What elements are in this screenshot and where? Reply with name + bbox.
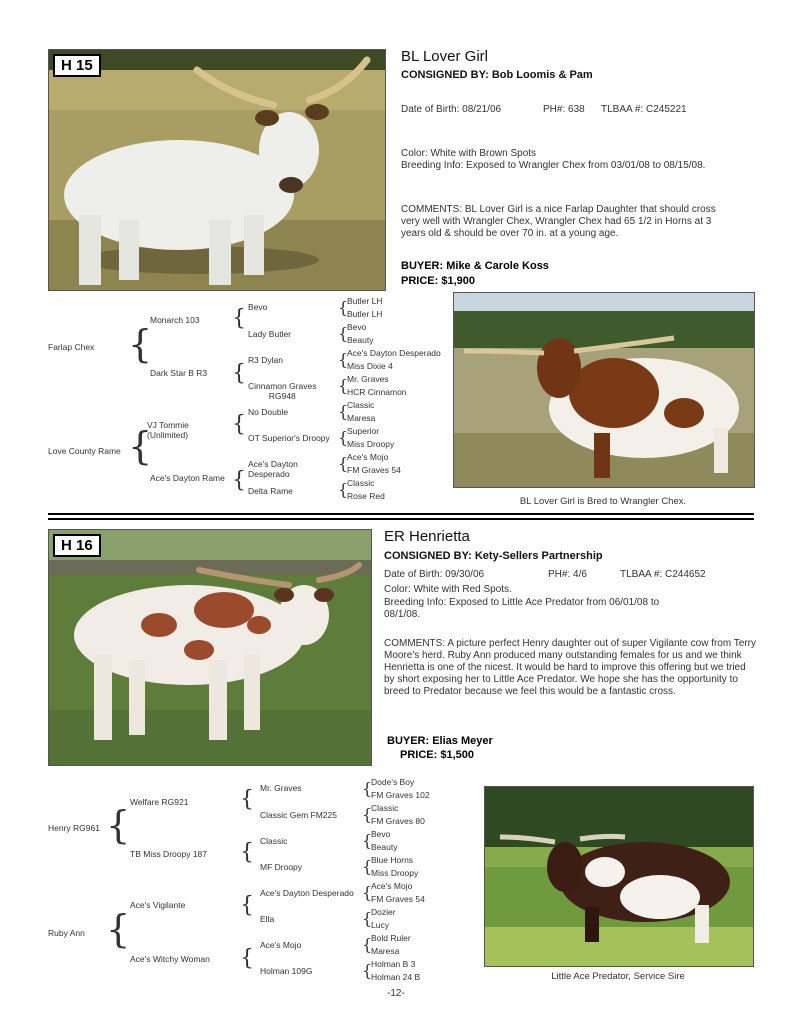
bracket: {	[362, 857, 373, 876]
bracket: {	[240, 840, 254, 865]
pedigree-gen2: Monarch 103	[150, 315, 200, 325]
pedigree-gen4: Ace's Mojo	[371, 881, 413, 891]
pedigree-gen4: Miss Droopy	[371, 868, 419, 878]
pedigree-gen3: Lady Butler	[248, 329, 291, 339]
pedigree-gen4: Maresa	[371, 946, 400, 956]
price: PRICE: $1,500	[400, 749, 474, 761]
pedigree-gen3: R3 Dylan	[248, 355, 283, 365]
pedigree-gen3: Delta Rame	[248, 486, 293, 496]
bracket: {	[362, 831, 373, 850]
pedigree-gen4: Blue Horns	[371, 855, 414, 865]
ph-number: PH#: 4/6	[548, 569, 587, 580]
bracket: {	[338, 428, 349, 447]
date-of-birth: Date of Birth: 09/30/06	[384, 569, 485, 580]
color-info: Color: White with Red Spots.	[384, 584, 512, 595]
bracket: {	[362, 909, 373, 928]
pedigree-gen3: Classic Gem FM225	[260, 810, 337, 820]
breeding-info: Breeding Info: Exposed to Little Ace Predator from 06/01/08 to 08/1/08.	[384, 597, 660, 620]
pedigree-gen4: HCR Cinnamon	[347, 387, 407, 397]
pedigree-gen4: Butler LH	[347, 309, 383, 319]
pedigree-gen2: Ace's Vigilante	[130, 900, 186, 910]
pedigree-gen3: Ace's Dayton Desperado	[248, 459, 298, 479]
pedigree-gen4: Classic	[347, 478, 375, 488]
pedigree-sire: Farlap Chex	[48, 342, 95, 352]
bracket: {	[128, 424, 153, 468]
section-divider	[48, 518, 754, 520]
pedigree-gen4: FM Graves 54	[371, 894, 425, 904]
pedigree-gen3: Holman 109G	[260, 966, 313, 976]
comments: COMMENTS: A picture perfect Henry daughter out of super Vigilante cow from Terry Moore's herd. Ruby Ann produced many outstanding females for us and we think Henrietta is one of the nicest. It would be hard to improve this offering but we tried by short exposing her to Little Ace Predator. We hope she has the opportunity to breed to Predator because we feel this would be a fantastic cross.	[384, 638, 757, 697]
date-of-birth: Date of Birth: 08/21/06	[401, 104, 502, 115]
buyer: BUYER: Mike & Carole Koss	[401, 260, 549, 272]
pedigree-gen2: TB Miss Droopy 187	[130, 849, 207, 859]
pedigree-gen4: Bold Ruler	[371, 933, 411, 943]
bracket: {	[240, 946, 254, 971]
lot-number-badge: H 15	[53, 54, 101, 77]
pedigree-gen4: Beauty	[347, 335, 374, 345]
pedigree-gen3: Ella	[260, 914, 275, 924]
pedigree-gen4: Classic	[347, 400, 375, 410]
bracket: {	[362, 935, 373, 954]
bracket: {	[232, 412, 246, 437]
pedigree-dam: Ruby Ann	[48, 928, 85, 938]
bracket: {	[362, 779, 373, 798]
bracket: {	[128, 322, 153, 366]
pedigree-gen4: Ace's Mojo	[347, 452, 389, 462]
pedigree-gen2: Welfare RG921	[130, 797, 189, 807]
photo-caption: Little Ace Predator, Service Sire	[551, 971, 685, 982]
pedigree-gen4: Butler LH	[347, 296, 383, 306]
consigned-by: CONSIGNED BY: Kety-Sellers Partnership	[384, 550, 603, 562]
bracket: {	[232, 361, 246, 386]
pedigree-gen4: FM Graves 54	[347, 465, 401, 475]
bracket: {	[338, 376, 349, 395]
pedigree-dam: Love County Rame	[48, 446, 121, 456]
pedigree-gen4: Holman 24 B	[371, 972, 421, 982]
comments: COMMENTS: BL Lover Girl is a nice Farlap Daughter that should cross very well with Wrangler Chex, Wrangler Chex had 65 1/2 in Horns at 3 years old & should be over 70 in. at a young age.	[401, 204, 716, 239]
pedigree-gen4: Holman B 3	[371, 959, 416, 969]
bracket: {	[362, 805, 373, 824]
pedigree-gen2: Ace's Witchy Woman	[130, 954, 210, 964]
pedigree-gen4: FM Graves 102	[371, 790, 430, 800]
pedigree-gen2: VJ Tommie (Unlimited)	[147, 420, 189, 440]
pedigree-gen2: Dark Star B R3	[150, 368, 208, 378]
bracket: {	[362, 961, 373, 980]
pedigree-gen3: Classic	[260, 836, 288, 846]
pedigree-gen4: Miss Dixie 4	[347, 361, 393, 371]
bracket: {	[338, 402, 349, 421]
bracket: {	[106, 803, 131, 847]
pedigree-gen3: Mr. Graves	[260, 783, 302, 793]
pedigree-gen4: Superior	[347, 426, 380, 436]
bracket: {	[338, 480, 349, 499]
pedigree-gen4: Ace's Dayton Desperado	[347, 348, 441, 358]
pedigree-gen3: OT Superior's Droopy	[248, 433, 330, 443]
bracket: {	[240, 893, 254, 918]
section-divider	[48, 513, 754, 515]
pedigree-gen4: Rose Red	[347, 491, 385, 501]
tlbaa-number: TLBAA #: C245221	[601, 104, 687, 115]
bull-photo-wrangler-chex	[453, 292, 755, 488]
bracket: {	[106, 907, 131, 951]
bracket: {	[362, 883, 373, 902]
pedigree-gen3: Ace's Dayton Desperado	[260, 888, 354, 898]
pedigree-gen4: Bevo	[347, 322, 367, 332]
pedigree-gen3: No Double	[248, 407, 289, 417]
lot-title: ER Henrietta	[384, 528, 470, 545]
bracket: {	[232, 306, 246, 331]
pedigree-gen3: Cinnamon Graves RG948	[248, 381, 317, 401]
bracket: {	[338, 324, 349, 343]
consigned-by: CONSIGNED BY: Bob Loomis & Pam	[401, 69, 593, 81]
pedigree-gen4: Dozier	[371, 907, 396, 917]
pedigree-gen3: Ace's Mojo	[260, 940, 302, 950]
pedigree-gen4: Miss Droopy	[347, 439, 395, 449]
cow-photo-er-henrietta	[48, 529, 372, 766]
lot-title: BL Lover Girl	[401, 48, 488, 65]
bull-photo-little-ace-predator	[484, 786, 754, 967]
bracket: {	[338, 350, 349, 369]
photo-caption: BL Lover Girl is Bred to Wrangler Chex.	[519, 496, 687, 507]
bracket: {	[240, 787, 254, 812]
pedigree-sire: Henry RG961	[48, 823, 100, 833]
breeding-info: Breeding Info: Exposed to Wrangler Chex from 03/01/08 to 08/15/08.	[401, 160, 706, 171]
page-number: -12-	[387, 988, 405, 999]
ph-number: PH#: 638	[543, 104, 585, 115]
pedigree-gen4: Classic	[371, 803, 399, 813]
tlbaa-number: TLBAA #: C244652	[620, 569, 706, 580]
pedigree-gen4: Bevo	[371, 829, 391, 839]
pedigree-gen4: Maresa	[347, 413, 376, 423]
bracket: {	[232, 468, 246, 493]
pedigree-gen4: Mr. Graves	[347, 374, 389, 384]
cow-photo-bl-lover-girl	[48, 49, 386, 291]
buyer: BUYER: Elias Meyer	[387, 735, 493, 747]
pedigree-gen4: Beauty	[371, 842, 398, 852]
price: PRICE: $1,900	[401, 275, 475, 287]
pedigree-gen3: Bevo	[248, 302, 268, 312]
pedigree-gen3: MF Droopy	[260, 862, 303, 872]
pedigree-gen4: Dode's Boy	[371, 777, 415, 787]
bracket: {	[338, 298, 349, 317]
pedigree-gen4: Lucy	[371, 920, 389, 930]
pedigree-gen4: FM Graves 80	[371, 816, 425, 826]
color-info: Color: White with Brown Spots	[401, 148, 537, 159]
bracket: {	[338, 454, 349, 473]
pedigree-gen2: Ace's Dayton Rame	[150, 473, 225, 483]
lot-number-badge: H 16	[53, 534, 101, 557]
